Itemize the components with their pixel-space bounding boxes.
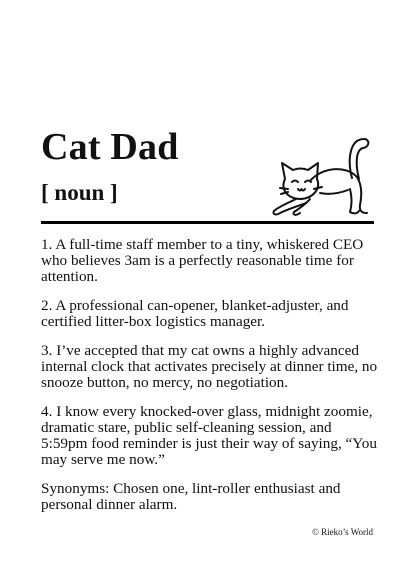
definition-3: 3. I’ve accepted that my cat owns a highly advanced internal clock that activates precisely at dinner time, no snooze button, no mercy, no negotiation. [41, 342, 378, 391]
definition-2: 2. A professional can-opener, blanket-adjuster, and certified litter-box logistics manager. [41, 297, 349, 330]
definition-1: 1. A full-time staff member to a tiny, whiskered CEO who believes 3am is a perfectly reasonable time for attention. [41, 236, 364, 285]
definitions-list [41, 237, 381, 526]
entry-title: Cat Dad [41, 126, 179, 168]
part-of-speech: [ noun ] [41, 180, 118, 205]
stretching-cat-illustration [266, 133, 372, 219]
definition-4: 4. I know every knocked-over glass, midnight zoomie, dramatic stare, public self-cleaning session, and 5:59pm food reminder is just their way of saying, “You may serve me now.” [41, 403, 377, 468]
title-divider [41, 221, 374, 224]
synonyms: Synonyms: Chosen one, lint-roller enthusiast and personal dinner alarm. [41, 480, 341, 513]
copyright-notice: © Rieko’s World [312, 527, 373, 537]
